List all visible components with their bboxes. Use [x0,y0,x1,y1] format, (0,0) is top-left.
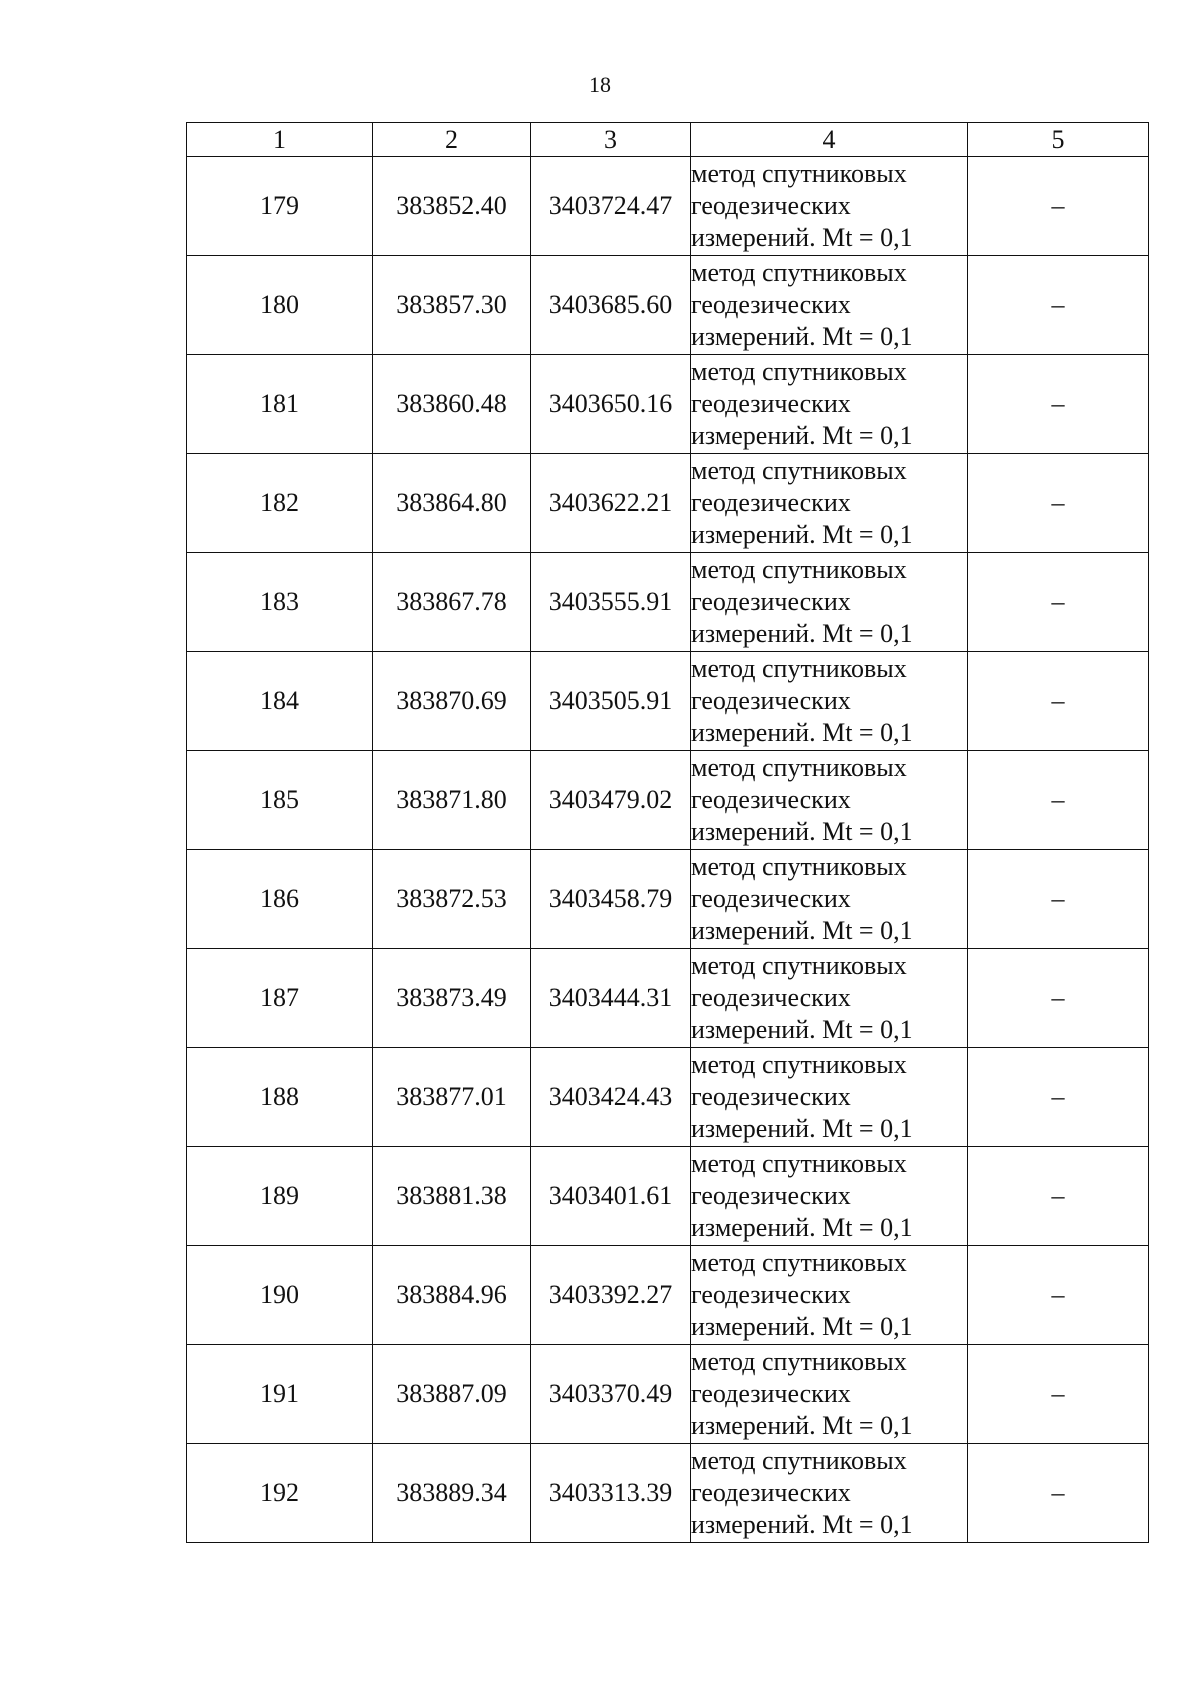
y-coordinate-cell: 3403401.61 [531,1147,691,1246]
y-coordinate-cell: 3403458.79 [531,850,691,949]
x-coordinate-cell: 383864.80 [373,454,531,553]
table-row [187,850,1149,949]
point-number-cell: 188 [187,1048,373,1147]
method-cell [691,949,968,1048]
y-coordinate-cell: 3403555.91 [531,553,691,652]
method-text-line: метод спутниковых [691,456,907,485]
table-row [187,454,1149,553]
method-text-line: измерений. Mt = 0,1 [691,1312,913,1341]
method-text-line: геодезических [691,1478,851,1507]
x-coordinate-cell: 383877.01 [373,1048,531,1147]
note-cell: – [968,157,1149,256]
note-cell: – [968,553,1149,652]
note-cell: – [968,1147,1149,1246]
method-text-line: измерений. Mt = 0,1 [691,223,913,252]
y-coordinate-cell: 3403313.39 [531,1444,691,1543]
method-text-line: метод спутниковых [691,1050,907,1079]
method-text-line: геодезических [691,389,851,418]
method-text-line: метод спутниковых [691,1248,907,1277]
method-text-line: геодезических [691,587,851,616]
method-text-line: метод спутниковых [691,852,907,881]
x-coordinate-cell: 383870.69 [373,652,531,751]
method-text-line: измерений. Mt = 0,1 [691,322,913,351]
method-text-line: метод спутниковых [691,159,907,188]
method-text-line: измерений. Mt = 0,1 [691,619,913,648]
y-coordinate-cell: 3403622.21 [531,454,691,553]
method-text-line: измерений. Mt = 0,1 [691,1114,913,1143]
method-text-line: геодезических [691,1379,851,1408]
method-text-line: измерений. Mt = 0,1 [691,817,913,846]
x-coordinate-cell: 383873.49 [373,949,531,1048]
point-number-cell: 181 [187,355,373,454]
point-number-cell: 190 [187,1246,373,1345]
method-text-line: метод спутниковых [691,1149,907,1178]
method-cell [691,553,968,652]
method-text-line: геодезических [691,191,851,220]
method-cell [691,652,968,751]
method-text-line: измерений. Mt = 0,1 [691,1510,913,1539]
x-coordinate-cell: 383884.96 [373,1246,531,1345]
note-cell: – [968,1048,1149,1147]
method-text-line: геодезических [691,1082,851,1111]
x-coordinate-cell: 383872.53 [373,850,531,949]
table-row [187,1246,1149,1345]
y-coordinate-cell: 3403724.47 [531,157,691,256]
method-cell [691,1345,968,1444]
method-text-line: измерений. Mt = 0,1 [691,1015,913,1044]
note-cell: – [968,1345,1149,1444]
table-row [187,1345,1149,1444]
method-text-line: измерений. Mt = 0,1 [691,718,913,747]
method-text-line: геодезических [691,983,851,1012]
table-header-row [187,123,1149,157]
method-text-line: геодезических [691,884,851,913]
point-number-cell: 192 [187,1444,373,1543]
method-text-line: метод спутниковых [691,753,907,782]
note-cell: – [968,949,1149,1048]
point-number-cell: 184 [187,652,373,751]
method-text-line: метод спутниковых [691,258,907,287]
note-cell: – [968,355,1149,454]
point-number-cell: 187 [187,949,373,1048]
table-row [187,553,1149,652]
point-number-cell: 183 [187,553,373,652]
y-coordinate-cell: 3403685.60 [531,256,691,355]
point-number-cell: 189 [187,1147,373,1246]
table-row [187,949,1149,1048]
method-text-line: геодезических [691,1280,851,1309]
method-text-line: измерений. Mt = 0,1 [691,916,913,945]
table-row [187,1048,1149,1147]
method-cell [691,1246,968,1345]
method-text-line: геодезических [691,785,851,814]
point-number-cell: 185 [187,751,373,850]
point-number-cell: 191 [187,1345,373,1444]
table-row [187,652,1149,751]
x-coordinate-cell: 383889.34 [373,1444,531,1543]
method-text-line: метод спутниковых [691,951,907,980]
column-header: 5 [968,123,1149,157]
note-cell: – [968,850,1149,949]
table-row [187,751,1149,850]
table-row [187,1444,1149,1543]
y-coordinate-cell: 3403392.27 [531,1246,691,1345]
x-coordinate-cell: 383860.48 [373,355,531,454]
column-header: 2 [373,123,531,157]
method-text-line: геодезических [691,290,851,319]
note-cell: – [968,256,1149,355]
y-coordinate-cell: 3403479.02 [531,751,691,850]
y-coordinate-cell: 3403444.31 [531,949,691,1048]
method-text-line: геодезических [691,1181,851,1210]
point-number-cell: 182 [187,454,373,553]
method-text-line: метод спутниковых [691,1347,907,1376]
method-text-line: геодезических [691,686,851,715]
y-coordinate-cell: 3403424.43 [531,1048,691,1147]
method-text-line: метод спутниковых [691,555,907,584]
y-coordinate-cell: 3403650.16 [531,355,691,454]
method-cell [691,1048,968,1147]
method-cell [691,850,968,949]
table-row [187,355,1149,454]
point-number-cell: 180 [187,256,373,355]
x-coordinate-cell: 383852.40 [373,157,531,256]
method-text-line: измерений. Mt = 0,1 [691,1213,913,1242]
method-cell [691,454,968,553]
method-text-line: метод спутниковых [691,654,907,683]
page-number: 18 [589,72,611,97]
column-header: 3 [531,123,691,157]
method-text-line: измерений. Mt = 0,1 [691,520,913,549]
table-row [187,1147,1149,1246]
method-text-line: метод спутниковых [691,1446,907,1475]
table-row [187,157,1149,256]
method-text-line: метод спутниковых [691,357,907,386]
note-cell: – [968,1444,1149,1543]
method-text-line: геодезических [691,488,851,517]
y-coordinate-cell: 3403370.49 [531,1345,691,1444]
note-cell: – [968,751,1149,850]
method-cell [691,1147,968,1246]
y-coordinate-cell: 3403505.91 [531,652,691,751]
method-text-line: измерений. Mt = 0,1 [691,421,913,450]
method-text-line: измерений. Mt = 0,1 [691,1411,913,1440]
note-cell: – [968,454,1149,553]
method-cell [691,355,968,454]
x-coordinate-cell: 383881.38 [373,1147,531,1246]
method-cell [691,1444,968,1543]
x-coordinate-cell: 383867.78 [373,553,531,652]
method-cell [691,157,968,256]
table-row [187,256,1149,355]
column-header: 1 [187,123,373,157]
x-coordinate-cell: 383871.80 [373,751,531,850]
point-number-cell: 179 [187,157,373,256]
x-coordinate-cell: 383857.30 [373,256,531,355]
method-cell [691,256,968,355]
coordinates-table [186,122,1149,1543]
x-coordinate-cell: 383887.09 [373,1345,531,1444]
note-cell: – [968,652,1149,751]
column-header: 4 [691,123,968,157]
point-number-cell: 186 [187,850,373,949]
table-body [187,157,1149,1543]
method-cell [691,751,968,850]
note-cell: – [968,1246,1149,1345]
